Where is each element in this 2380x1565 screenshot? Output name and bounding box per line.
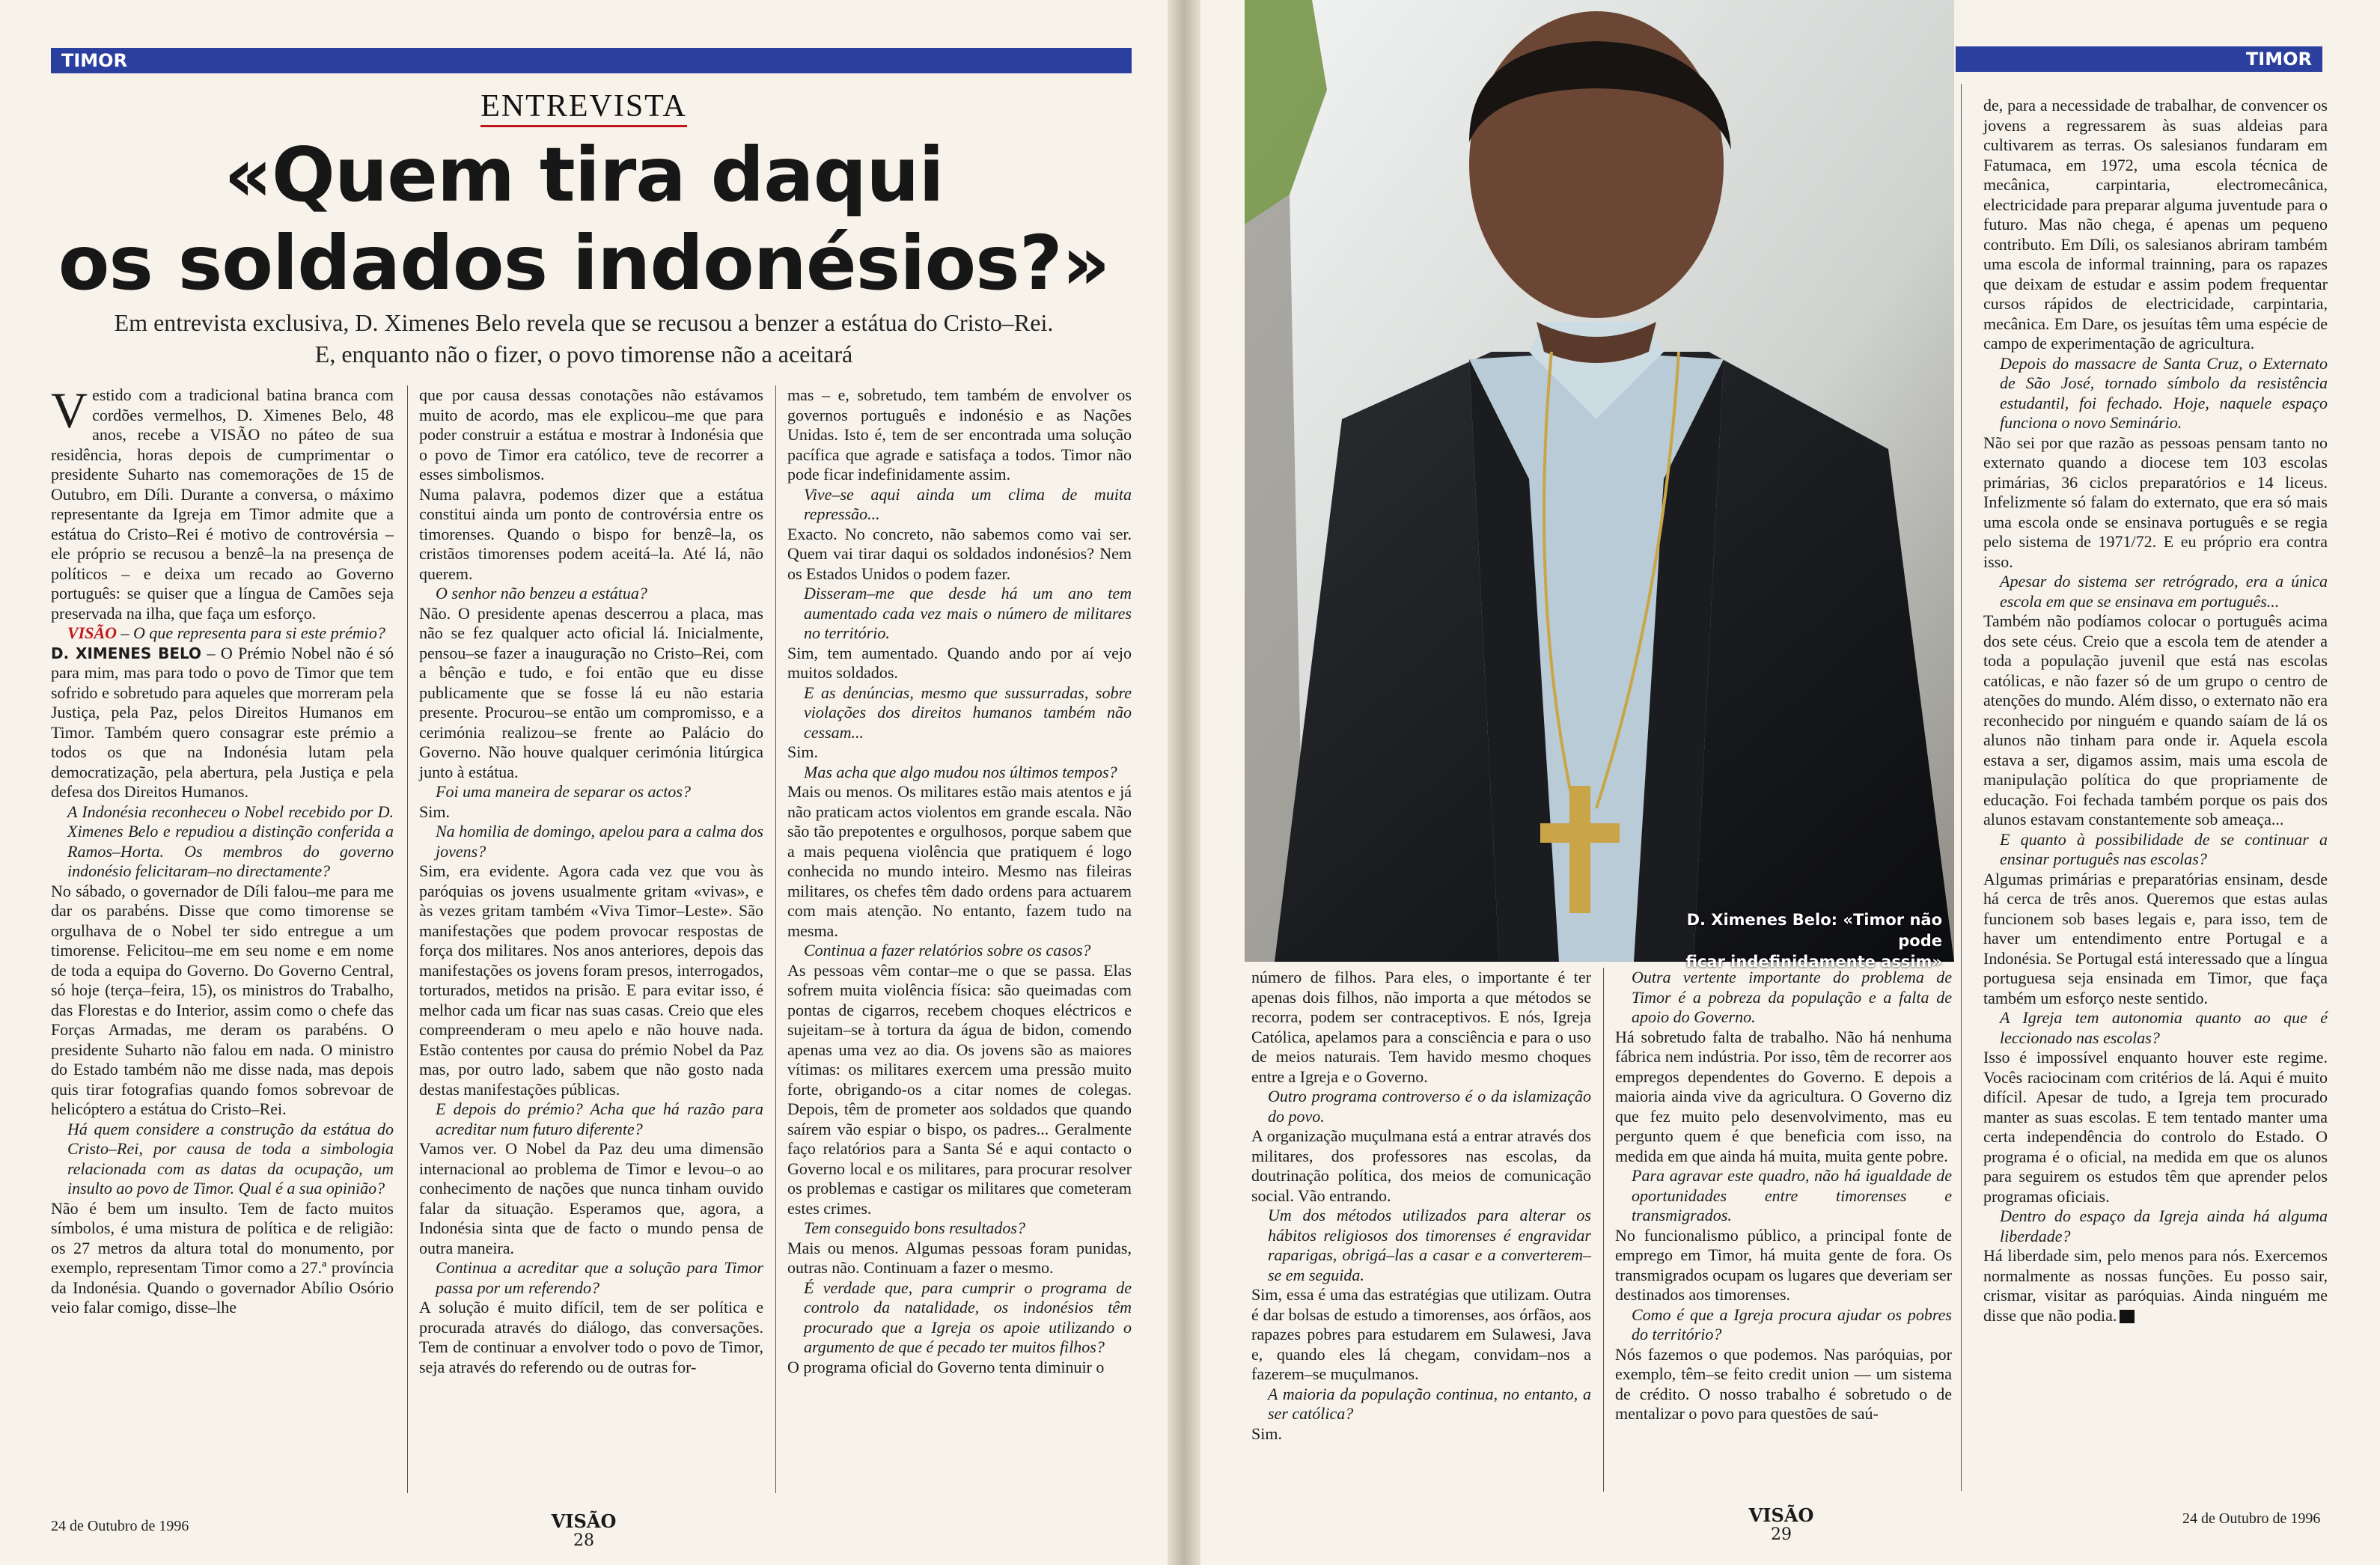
answer: Vamos ver. O Nobel da Paz deu uma dimensão internacional ao problema de Timor e levou–o ao conhecimento de nações que nunca tinham ouvido falar da situação. Esperamos que, agora, a Indonésia sinta que de facto o mundo pensa de outra maneira. (419, 1139, 763, 1257)
column-2 (419, 385, 763, 1377)
masthead-left (539, 1512, 629, 1551)
answer: – O Prémio Nobel não é só para mim, mas para todo o povo de Timor que tem sofrido e sobretudo para aqueles que morreram pela Justiça, pela Paz, pelos Direitos Humanos em Timor. Também quero consagrar este prémio a todos os que na Indonésia lutam pela democratização, pela abertura, pela Justiça e pela defesa dos Direitos Humanos. (51, 643, 394, 801)
question: Depois do massacre de Santa Cruz, o Externato de São José, tornado símbolo da resistência estudantil, foi fechado. Hoje, naquele espaço funciona o novo Seminário. (2000, 353, 2328, 432)
column-6 (1983, 96, 2328, 1325)
question: – O que representa para si este prémio? (117, 623, 385, 642)
page-number: 28 (573, 1531, 594, 1550)
question: Dentro do espaço da Igreja ainda há alguma liberdade? (2000, 1206, 2328, 1245)
answer: Exacto. No concreto, não sabemos como vai ser. Quem vai tirar daqui os soldados indonésios? Nem os Estados Unidos o podem fazer. (787, 524, 1132, 583)
answer: No sábado, o governador de Díli falou–me para me dar os parabéns. Disse que como timorense se orgulhava de o Nobel ter sido entregue a um timorense. Felicitou–me em seu nome e em nome de toda a equipa do Governo. Do Governo Central, só hoje (terça–feira, 15), os ministros do Trabalho, das Florestas e do Interior, assim como o chefe das Forças Armadas, me deram os parabéns. O presidente Suharto não falou em nada. O ministro do Estado também não me disse nada, mas depois quis tirar fotografias quando fomos sobrevoar de helicóptero a estátua do Cristo–Rei. (51, 881, 394, 1118)
photo-caption (1643, 909, 1942, 972)
answer: Sim. (787, 742, 818, 761)
headline-line-1: «Quem tira daqui (224, 131, 944, 219)
answer: Há sobretudo falta de trabalho. Não há nenhuma fábrica nem indústria. Por isso, têm de recorrer aos empregos dependentes do Governo. E depois a maioria ainda vive da agricultura. O Governo diz que fez muito pelo desenvolvimento, mas eu pergunto quem é que beneficia com isso, na medida em que ainda há muita, muita gente pobre. (1615, 1027, 1952, 1165)
headline-line-2: os soldados indonésios?» (58, 219, 1110, 307)
standfirst-line-2: E, enquanto não o fizer, o povo timorense não a aceitará (314, 341, 853, 367)
answer: de, para a necessidade de trabalhar, de convencer os jovens a regressarem às suas aldeias para cultivarem as terras. Os salesianos fundaram em Fatumaca, em 1972, uma escola técnica de mecânica, carpintaria, electromecânica, electricidade para preparar alguma juventude para o futuro. Mas não chega, é apenas um pequeno contributo. Em Díli, os salesianos abriram também uma escola de informal trainning, para os rapazes que deixam de estudar e assim podem frequentar cursos rápidos de electricidade, carpintaria, mecânica. Em Dare, os jesuítas têm uma espécie de campo de experimentação de agricultura. (1983, 96, 2328, 353)
spine-gutter (1168, 0, 1200, 1565)
question: Continua a fazer relatórios sobre os casos? (804, 941, 1091, 960)
masthead-logo: VISÃO (1748, 1504, 1814, 1526)
question: Continua a acreditar que a solução para Timor passa por um referendo? (436, 1258, 763, 1297)
footer-date-right: 24 de Outubro de 1996 (2182, 1510, 2321, 1527)
column-rule (407, 385, 408, 1493)
portrait-photo (1245, 0, 1954, 962)
question: Apesar do sistema ser retrógrado, era a única escola em que se ensinava em português... (2000, 572, 2328, 611)
answer: Também não podíamos colocar o português acima dos sete céus. Creio que a escola tem de atender a toda a população juvenil que está nas escolas católicas, e não fazer só de um grupo o centro de atenções do mundo. Além disso, o externato não era reconhecido por ninguém e quando saíam de lá os alunos não tinham para onde ir. Aquela escola estava a ser, digamos assim, mais uma escola de manipulação política do que propriamente de educação. Foi fechada também porque os pais dos alunos estavam constantemente sob ameaça... (1983, 611, 2328, 829)
question: Disseram–me que desde há um ano tem aumentado cada vez mais o número de militares no território. (804, 584, 1132, 642)
answer: Nós fazemos o que podemos. Nas paróquias, por exemplo, têm–se feito credit union — um sistema de crédito. O nosso trabalho é sobretudo o de mentalizar o povo para questões de saú- (1615, 1344, 1952, 1423)
answer: Sim, era evidente. Agora cada vez que vou às paróquias os jovens usualmente gritam «vivas», e às vezes gritam também «Viva Timor–Leste». São manifestações que podem provocar respostas de força dos militares. Nos anos anteriores, depois das manifestações os jovens foram presos, interrogados, torturados, metidos na prisão. E para evitar isso, é melhor cada um ficar nas suas casas. Creio que eles compreenderam o meu apelo e não houve nada. Estão contentes por causa do prémio Nobel da Paz mas, por outro lado, sabem que não gosto nada destas manifestações públicas. (419, 861, 763, 1099)
question: É verdade que, para cumprir o programa de controlo da natalidade, os indonésios têm procurado que a Igreja os apoie utilizando o argumento de que é pecado ter muitos filhos? (804, 1278, 1132, 1356)
answer: A organização muçulmana está a entrar através dos militares, dos professores nas escolas, da doutrinação política, dos meios de comunicação social. Vão entrando. (1251, 1126, 1591, 1205)
question: E quanto à possibilidade de se continuar a ensinar português nas escolas? (2000, 829, 2328, 868)
column-5 (1615, 968, 1952, 1424)
answer: Não é bem um insulto. Tem de facto muitos símbolos, é uma mistura de política e de religião: os 27 metros da altura total do monumento, por exemplo, representam Timor como a 27.ª província da Indonésia. Quando o governador Abílio Osório veio falar comigo, disse–lhe (51, 1198, 394, 1317)
question-label: VISÃO (67, 623, 118, 642)
column-3 (787, 385, 1132, 1377)
question: Mas acha que algo mudou nos últimos tempos? (804, 762, 1117, 781)
drop-cap: V (51, 382, 88, 439)
page-number: 29 (1771, 1525, 1792, 1544)
intro-text: estido com a tradicional batina branca com cordões vermelhos, D. Ximenes Belo, 48 anos, recebe a VISÃO no páteo de sua residência, horas depois de cumprimentar o presidente Suharto nas comemorações de 15 de Outubro, em Díli. Durante a conversa, o máximo representante da Igreja em Timor admite que a estátua do Cristo–Rei é motivo de controvérsia – ele próprio se recusou a benzê–la na presença de políticos – e deixa um recado ao Governo português: se quiser que a língua de Camões seja preservada na ilha, que faça um esforço. (51, 385, 394, 623)
column-4 (1251, 968, 1591, 1444)
masthead-right (1736, 1506, 1826, 1545)
question: Tem conseguido bons resultados? (804, 1218, 1025, 1237)
question: Há quem considere a construção da estátua do Cristo–Rei, por causa de toda a simbologia relacionada com as datas da ocupação, um insulto ao povo de Timor. Qual é a sua opinião? (67, 1119, 394, 1198)
answer: Sim, essa é uma das estratégias que utilizam. Outra é dar bolsas de estudo a timorenses, aos órfãos, aos rapazes pobres para estudarem em Sulawesi, Java e, quando eles lá chegam, convidam–nos a fazerem–se muçulmanos. (1251, 1285, 1591, 1383)
question: Um dos métodos utilizados para alterar os hábitos religiosos dos timorenses é engravidar raparigas, obrigá–las a casar e a converterem–se em seguida. (1268, 1206, 1591, 1284)
column-rule (775, 385, 776, 1493)
section-bar-left (51, 48, 1132, 73)
answer: As pessoas vêm contar–me o que se passa. Elas sofrem muita violência física: são queimadas com pontas de cigarros, recebem choques eléctricos e sujeitam–se à tortura da água de bidon, comendo apenas uma vez ao dia. Os jovens são as maiores vítimas: os militares exercem uma pressão muito forte, obrigando-os a citar nomes de colegas. Depois, têm de prometer aos soldados que quando saírem vão espiar o bispo, os padres... Geralmente faço relatórios para a Santa Sé e aqui contacto o Governo local e os militares, para procurar resolver os problemas e castigar os militares que cometeram estes crimes. (787, 960, 1132, 1218)
answer: número de filhos. Para eles, o importante é ter apenas dois filhos, não importa a que métodos se recorra, podem ser contraceptivos. E nós, Igreja Católica, apelamos para a consciência e para o uso de meios naturais. Tem havido mesmo choques entre a Igreja e o Governo. (1251, 968, 1591, 1086)
answer: Não. O presidente apenas descerrou a placa, mas não se fez qualquer acto oficial lá. Inicialmente, pensou–se fazer a inauguração no Cristo–Rei, com a bênção e tudo, e foi então que eu disse publicamente que se fosse lá eu não estaria presente. Procurou–se então um compromisso, e a cerimónia realizou–se frente ao Palácio do Governo. Não houve qualquer cerimónia litúrgica junto à estátua. (419, 603, 763, 781)
question: O senhor não benzeu a estátua? (436, 584, 647, 602)
footer-date-left: 24 de Outubro de 1996 (51, 1518, 189, 1534)
question: A Indonésia reconheceu o Nobel recebido por D. Ximenes Belo e repudiou a distinção conferida a Ramos–Horta. Os membros do governo indonésio felicitaram–no directamente? (67, 802, 394, 880)
answer: Não sei por que razão as pessoas pensam tanto no externato quando a diocese tem 103 escolas primárias, 36 ciclos preparatórios e 14 liceus. Infelizmente só falam do externato, que era só mais uma escola onde se ensinava português e se regia pelo sistema de 1971/72. E eu próprio era contra isso. (1983, 433, 2328, 571)
question: Para agravar este quadro, não há igualdade de oportunidades entre timorenses e transmigrados. (1632, 1166, 1952, 1224)
question: Como é que a Igreja procura ajudar os pobres do território? (1632, 1305, 1952, 1343)
column-1 (51, 382, 394, 1318)
answer: O programa oficial do Governo tenta diminuir o (787, 1357, 1105, 1376)
answer: No funcionalismo público, a principal fonte de emprego em Timor, há muita gente de fora. Os transmigrados ocupam os lugares que deveriam ser destinados aos timorenses. (1615, 1225, 1952, 1304)
standfirst (60, 307, 1108, 370)
answer: que por causa dessas conotações não estávamos muito de acordo, mas ele explicou–me que para poder construir a estátua e mostrar à Indonésia que o povo de Timor era católico, teve de recorrer a esses simbolismos. (419, 385, 763, 483)
question: E as denúncias, mesmo que sussurradas, sobre violações dos direitos humanos também não cessam... (804, 683, 1132, 742)
end-of-article-icon (2120, 1310, 2135, 1323)
answer: Algumas primárias e preparatórias ensinam, desde há cerca de três anos. Queremos que estas aulas funcionem sob bases legais e, para isso, tem de haver um entendimento entre Portugal e a Indonésia. Se Portugal está interessado que a língua portuguesa seja ensinada em Timor, que faça também um esforço neste sentido. (1983, 869, 2328, 1007)
column-rule (1961, 84, 1962, 1491)
question: A Igreja tem autonomia quanto ao que é leccionado nas escolas? (2000, 1008, 2328, 1047)
kicker-text: ENTREVISTA (480, 89, 687, 127)
question: A maioria da população continua, no entanto, a ser católica? (1268, 1384, 1591, 1423)
question: Foi uma maneira de separar os actos? (436, 782, 691, 801)
section-label-left: TIMOR (61, 50, 128, 71)
answer: Numa palavra, podemos dizer que a estátua constitui ainda um ponto de controvérsia entre os timorenses. Quando o bispo for benzê–la, os cristãos timorenses podem aceitá–la. Até lá, não querem. (419, 484, 763, 583)
section-bar-right (1956, 46, 2322, 72)
answer-label: D. XIMENES BELO (51, 644, 202, 662)
left-page (0, 0, 1168, 1565)
answer: A solução é muito difícil, tem de ser política e procurada através do diálogo, das conversações. Tem de continuar a envolver todo o povo de Timor, seja através do referendo ou de outras for- (419, 1298, 763, 1376)
answer: Sim. (1251, 1424, 1282, 1443)
photo-caption-line-2: ficar indefinidamente assim» (1685, 953, 1942, 971)
answer: mas – e, sobretudo, tem também de envolver os governos português e indonésio e as Nações Unidas. Isto é, tem de ser encontrada uma solução pacífica que agrade e satisfaça a todos. Timor não pode ficar indefinidamente assim. (787, 385, 1132, 483)
section-label-right: TIMOR (2245, 49, 2312, 70)
answer: Mais ou menos. Os militares estão mais atentos e já não praticam actos violentos em grande escala. Não são tão prepotentes e orgulhosos, porque sabem que a mais pequena violência que pratiquem é logo conhecida no mundo inteiro. Mesmo nas fileiras militares, os chefes têm dado ordens para actuarem com mais atenção. No entanto, fazem tudo na mesma. (787, 782, 1132, 940)
headline (0, 131, 1168, 308)
photo-caption-line-1: D. Ximenes Belo: «Timor não pode (1686, 911, 1942, 950)
question: Na homilia de domingo, apelou para a calma dos jovens? (436, 822, 763, 861)
kicker (0, 88, 1168, 124)
answer: Isso é impossível enquanto houver este regime. Vocês raciocinam com critérios de lá. Aqui é muito difícil. Apesar de tudo, a Igreja tem procurado manter as suas escolas. E tem tentado manter uma certa independência do controlo do Estado. O programa é o oficial, na medida em que os alunos para seguirem os estudos têm que aprender pelos programas oficiais. (1983, 1048, 2328, 1206)
question: E depois do prémio? Acha que há razão para acreditar num futuro diferente? (436, 1099, 763, 1138)
answer: Mais ou menos. Algumas pessoas foram punidas, outras não. Continuam a fazer o mesmo. (787, 1238, 1132, 1277)
answer: Sim, tem aumentado. Quando ando por aí vejo muitos soldados. (787, 643, 1132, 682)
masthead-logo: VISÃO (551, 1510, 617, 1532)
answer: Há liberdade sim, pelo menos para nós. Exercemos normalmente as nossas funções. Eu posso sair, crismar, visitar as paróquias. Ainda ninguém me disse que não podia. (1983, 1246, 2328, 1325)
question: Outro programa controverso é o da islamização do povo. (1268, 1087, 1591, 1126)
question: Outra vertente importante do problema de Timor é a pobreza da população e a falta de apoio do Governo. (1632, 968, 1952, 1026)
answer: Sim. (419, 802, 450, 821)
portrait-illustration (1245, 0, 1954, 962)
column-rule (1603, 968, 1604, 1492)
standfirst-line-1: Em entrevista exclusiva, D. Ximenes Belo revela que se recusou a benzer a estátua do Cristo–Rei. (114, 309, 1054, 336)
question: Vive–se aqui ainda um clima de muita repressão... (804, 484, 1132, 523)
